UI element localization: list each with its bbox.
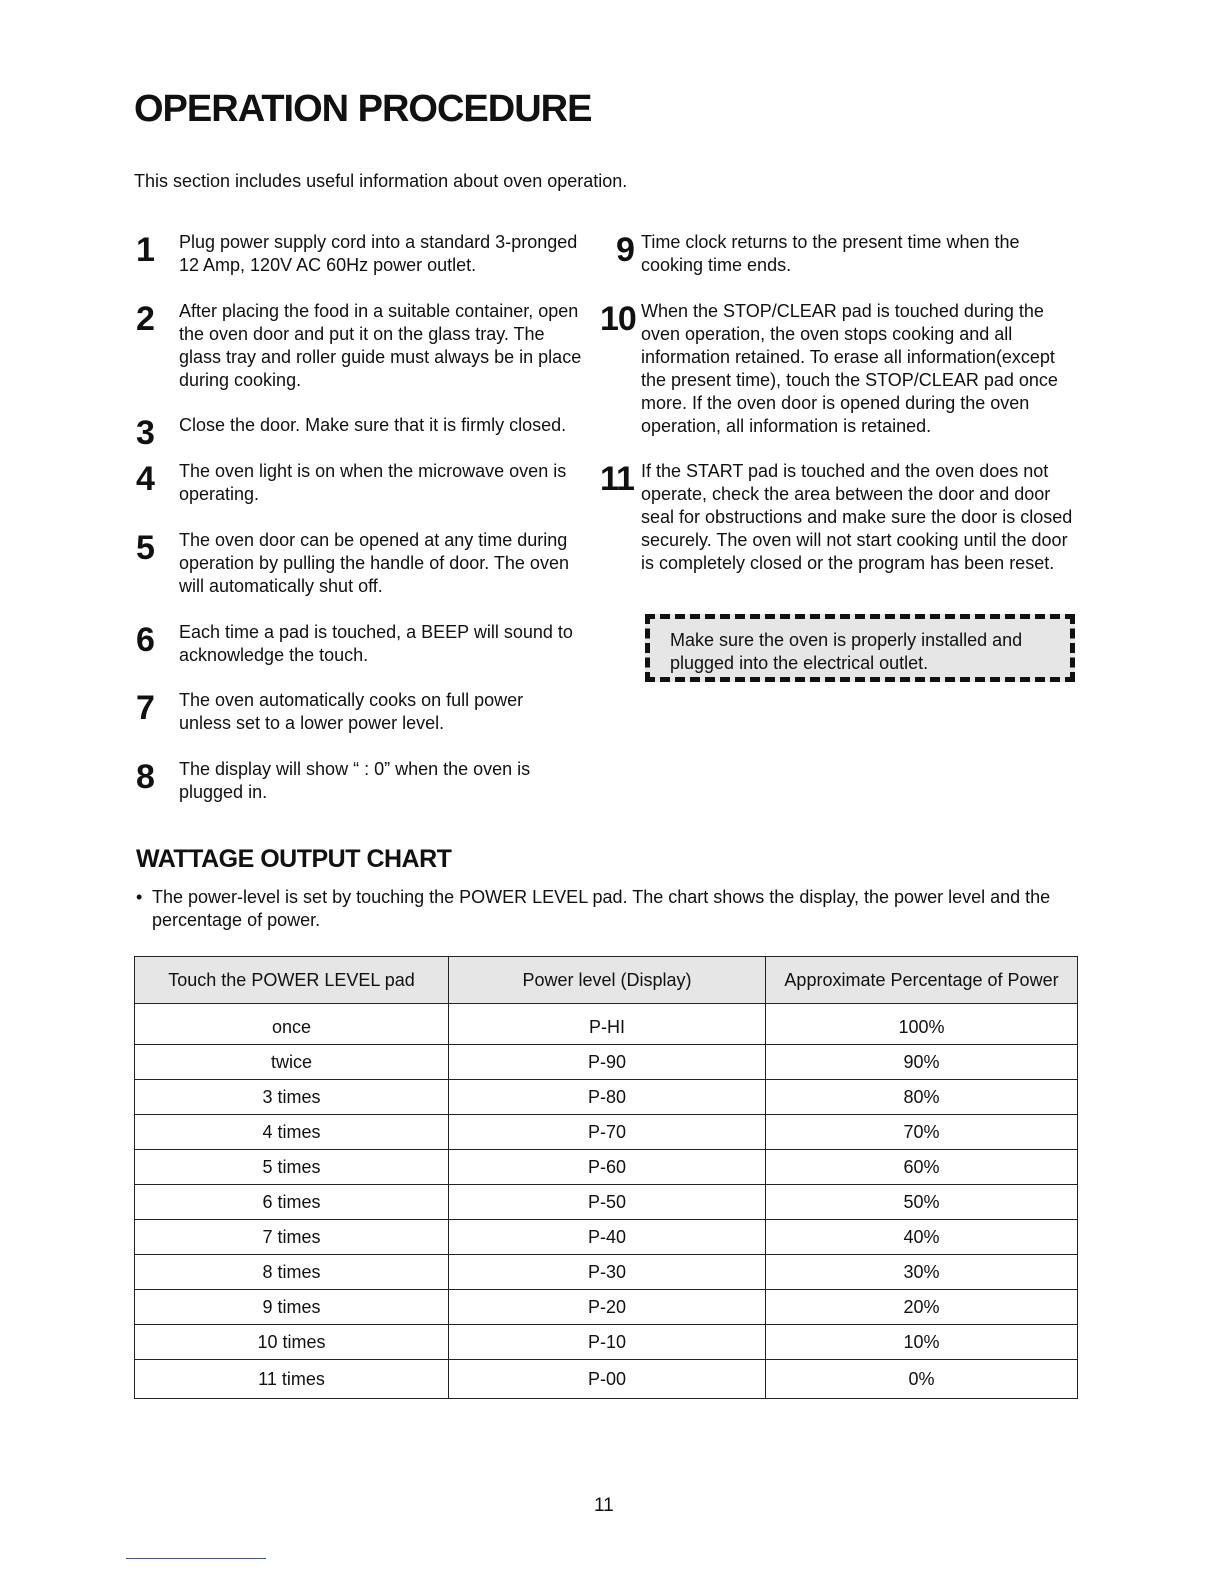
- table-header-row: [135, 957, 1078, 1004]
- note-text: Make sure the oven is properly installed and plugged into the electrical outlet.: [670, 630, 1023, 673]
- table-row: [135, 1115, 1078, 1150]
- bullet-text: The power-level is set by touching the POWER LEVEL pad. The chart shows the display, the power level and the percentage of power.: [152, 887, 1051, 930]
- table-row: [135, 1325, 1078, 1360]
- table-cell: 8 times: [135, 1255, 449, 1290]
- page-title: OPERATION PROCEDURE: [134, 88, 592, 130]
- step-number: 2: [136, 300, 154, 338]
- table-row: [135, 1080, 1078, 1115]
- step-text: Each time a pad is touched, a BEEP will sound to acknowledge the touch.: [179, 622, 573, 665]
- step-text: When the STOP/CLEAR pad is touched during the oven operation, the oven stops cooking and all information retained. To erase all information(except the present time), touch the STOP/CLEAR pad once more. If the oven door is opened during the oven operation, all information is retained.: [641, 301, 1058, 436]
- intro-text: This section includes useful information about oven operation.: [134, 171, 628, 191]
- table-cell: 9 times: [135, 1290, 449, 1325]
- column-header: Touch the POWER LEVEL pad: [135, 957, 449, 1004]
- wattage-title: WATTAGE OUTPUT CHART: [136, 845, 452, 873]
- table-cell: P-60: [449, 1150, 766, 1185]
- table-cell: 7 times: [135, 1220, 449, 1255]
- table-row: [135, 1290, 1078, 1325]
- step-text: The oven automatically cooks on full power unless set to a lower power level.: [179, 690, 524, 733]
- table-row: [135, 1150, 1078, 1185]
- table-row: [135, 1045, 1078, 1080]
- step-text: The oven door can be opened at any time during operation by pulling the handle of door. The oven will automatically shut off.: [179, 530, 569, 596]
- step-number: 4: [136, 460, 154, 498]
- table-cell: P-HI: [449, 1004, 766, 1045]
- table-cell: 3 times: [135, 1080, 449, 1115]
- table-cell: 0%: [766, 1360, 1078, 1399]
- step-text: The oven light is on when the microwave oven is operating.: [179, 461, 567, 504]
- page-number: 11: [594, 1495, 614, 1516]
- step-number: 5: [136, 529, 154, 567]
- table-cell: 80%: [766, 1080, 1078, 1115]
- table-cell: 4 times: [135, 1115, 449, 1150]
- table-row: [135, 1004, 1078, 1045]
- table-cell: 50%: [766, 1185, 1078, 1220]
- table-cell: twice: [135, 1045, 449, 1080]
- step-text: After placing the food in a suitable container, open the oven door and put it on the glass tray. The glass tray and roller guide must always be in place during cooking.: [179, 301, 582, 390]
- footer-rule: [126, 1558, 266, 1559]
- table-cell: 60%: [766, 1150, 1078, 1185]
- step-number: 11: [600, 460, 634, 498]
- table-cell: P-00: [449, 1360, 766, 1399]
- step-number: 8: [136, 758, 154, 796]
- step-number: 3: [136, 414, 154, 452]
- table-row: [135, 1360, 1078, 1399]
- table-cell: once: [135, 1004, 449, 1045]
- step-text: Plug power supply cord into a standard 3-pronged 12 Amp, 120V AC 60Hz power outlet.: [179, 232, 578, 275]
- step-text: Close the door. Make sure that it is firmly closed.: [179, 415, 567, 435]
- table-cell: 10%: [766, 1325, 1078, 1360]
- table-cell: 11 times: [135, 1360, 449, 1399]
- table-row: [135, 1220, 1078, 1255]
- column-header: Approximate Percentage of Power: [766, 957, 1078, 1004]
- note-box: [645, 614, 1075, 682]
- table-cell: 10 times: [135, 1325, 449, 1360]
- table-cell: P-70: [449, 1115, 766, 1150]
- step-number: 1: [136, 231, 154, 269]
- step-number: 10: [600, 300, 636, 338]
- table-cell: 40%: [766, 1220, 1078, 1255]
- table-cell: P-40: [449, 1220, 766, 1255]
- table-cell: 6 times: [135, 1185, 449, 1220]
- step-text: The display will show “ : 0” when the oven is plugged in.: [179, 759, 531, 802]
- step-number: 6: [136, 621, 154, 659]
- table-row: [135, 1185, 1078, 1220]
- table-cell: 30%: [766, 1255, 1078, 1290]
- table-cell: P-10: [449, 1325, 766, 1360]
- table-cell: P-80: [449, 1080, 766, 1115]
- table-cell: 90%: [766, 1045, 1078, 1080]
- table-cell: P-50: [449, 1185, 766, 1220]
- table-cell: P-20: [449, 1290, 766, 1325]
- step-number: 9: [616, 231, 634, 269]
- table-cell: 70%: [766, 1115, 1078, 1150]
- table-cell: P-30: [449, 1255, 766, 1290]
- column-header: Power level (Display): [449, 957, 766, 1004]
- bullet-icon: •: [136, 887, 143, 907]
- table-cell: 5 times: [135, 1150, 449, 1185]
- wattage-table: [134, 956, 1078, 1399]
- step-number: 7: [136, 689, 154, 727]
- step-text: Time clock returns to the present time when the cooking time ends.: [641, 232, 1020, 275]
- table-cell: 100%: [766, 1004, 1078, 1045]
- table-cell: P-90: [449, 1045, 766, 1080]
- table-row: [135, 1255, 1078, 1290]
- table-cell: 20%: [766, 1290, 1078, 1325]
- step-text: If the START pad is touched and the oven does not operate, check the area between the door and door seal for obstructions and make sure the door is closed securely. The oven will not start cooking until the door is completely closed or the program has been reset.: [641, 461, 1073, 573]
